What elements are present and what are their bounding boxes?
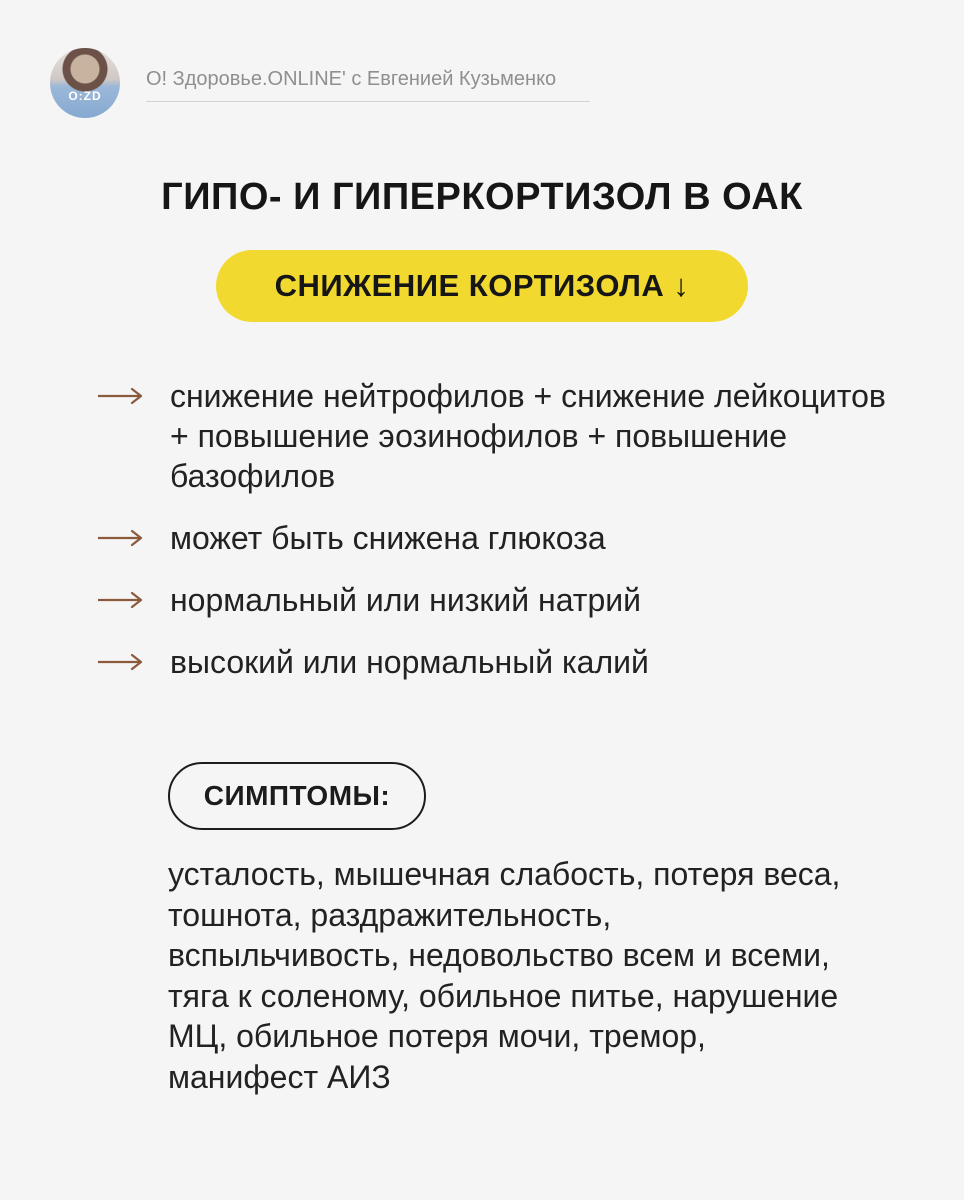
avatar-badge: O:ZD [68,89,102,103]
header [50,48,590,118]
arrow-right-icon [98,386,144,406]
brand-name: О! Здоровье.ONLINE' с Евгенией Кузьменко [146,68,590,102]
list-item-text: нормальный или низкий натрий [170,582,641,618]
highlight-pill: СНИЖЕНИЕ КОРТИЗОЛА ↓ [216,250,748,322]
list-item-text: может быть снижена глюкоза [170,520,606,556]
avatar[interactable] [50,48,120,118]
symptoms-label: СИМПТОМЫ: [168,762,426,830]
list-item [98,376,898,496]
page-title: ГИПО- И ГИПЕРКОРТИЗОЛ В ОАК [161,176,803,218]
list-item-text: высокий или нормальный калий [170,644,649,680]
list-item [98,518,898,558]
arrow-right-icon [98,528,144,548]
arrow-right-icon [98,590,144,610]
arrow-right-icon [98,652,144,672]
list-item [98,580,898,620]
symptoms-text: усталость, мышечная слабость, потеря веса, тошнота, раздражительность, вспыльчивость, недовольство всем и всеми, тяга к соленому, обильное питье, нарушение МЦ, обильное потеря мочи, тремор, манифест АИЗ [168,856,841,1095]
findings-list [98,376,898,704]
list-item [98,642,898,682]
list-item-text: снижение нейтрофилов + снижение лейкоцитов + повышение эозинофилов + повышение базофилов [170,378,886,494]
